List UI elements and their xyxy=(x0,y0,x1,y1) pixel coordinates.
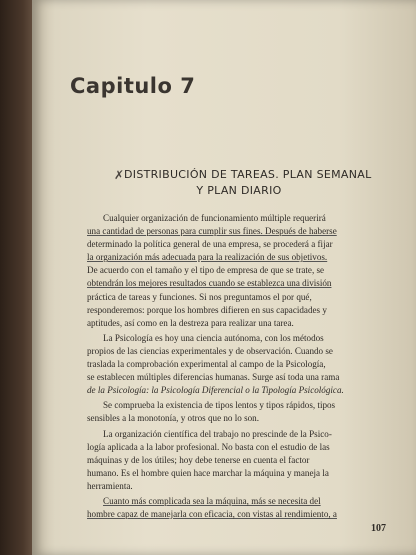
text-line: responderemos: porque los hombres difieren en sus capacidades y xyxy=(87,304,327,315)
text-line: una cantidad de personas para cumplir sus fines. Después de haberse xyxy=(87,226,337,237)
text-line: Cuanto más complicada sea la máquina, más se necesita del xyxy=(103,495,321,506)
book-page xyxy=(32,0,416,555)
text-line: De acuerdo con el tamaño y el tipo de empresa de que se trate, se xyxy=(87,265,325,276)
paragraph xyxy=(87,495,393,521)
text-line: se establecen múltiples diferencias humanas. Surge así toda una rama xyxy=(87,372,340,383)
text-line: propios de las ciencias experimentales y de observación. Cuando se xyxy=(87,345,333,356)
section-heading xyxy=(124,167,372,199)
paragraph xyxy=(87,332,393,397)
paragraph xyxy=(87,399,393,425)
text-line: obtendrán los mejores resultados cuando se establezca una división xyxy=(87,278,332,289)
body-text xyxy=(87,212,393,521)
text-line: práctica de tareas y funciones. Si nos preguntamos el por qué, xyxy=(87,291,312,302)
text-line: determinado la política general de una empresa, se procederá a fijar xyxy=(87,239,333,250)
text-line: traslada la comprobación experimental al campo de la Psicología, xyxy=(87,359,326,370)
text-line: la organización más adecuada para la realización de sus objetivos. xyxy=(87,252,328,263)
paragraph xyxy=(87,428,393,493)
page-number: 107 xyxy=(371,523,386,534)
text-line: aptitudes, así como en la destreza para realizar una tarea. xyxy=(87,317,294,328)
text-line: logía aplicada a la labor profesional. No basta con el estudio de las xyxy=(87,441,330,452)
paragraph xyxy=(87,212,393,330)
text-line: La organización científica del trabajo no prescinde de la Psico- xyxy=(103,428,332,439)
chapter-title: Capitulo 7 xyxy=(70,74,196,98)
text-line: Se comprueba la existencia de tipos lentos y tipos rápidos, tipos xyxy=(103,400,336,411)
text-line: sensibles a la monotonía, y otros que no lo son. xyxy=(87,413,260,424)
section-heading-line: DISTRIBUCIÓN DE TAREAS. PLAN SEMANAL xyxy=(124,168,372,181)
handwritten-mark: ✗ xyxy=(114,168,125,182)
section-heading-line: Y PLAN DIARIO xyxy=(196,184,282,197)
text-line: herramienta. xyxy=(87,480,133,491)
text-line: de la Psicología: la Psicología Diferencial o la Tipología Psicológica. xyxy=(87,385,344,396)
text-line: Cualquier organización de funcionamiento múltiple requerirá xyxy=(103,213,326,223)
text-line: humano. Es el hombre quien hace marchar la máquina y maneja la xyxy=(87,467,329,478)
text-line: hombre capaz de manejarla con eficacia, con vistas al rendimiento, a xyxy=(87,509,337,520)
text-line: La Psicología es hoy una ciencia autónoma, con los métodos xyxy=(103,332,324,343)
text-line: máquinas y de los útiles; hoy debe tenerse en cuenta el factor xyxy=(87,454,310,465)
